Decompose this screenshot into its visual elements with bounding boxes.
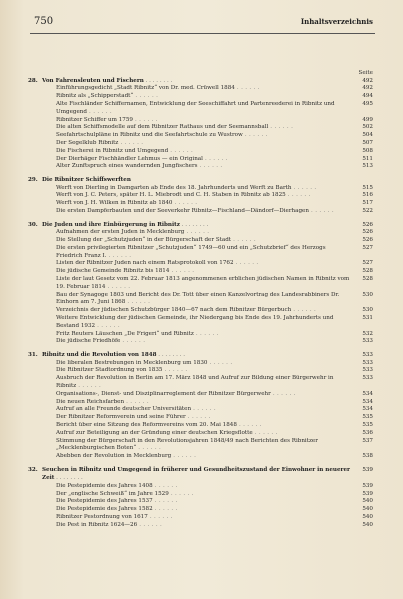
entry-page: 528 xyxy=(362,268,373,275)
toc-entry: Organisations-, Dienst- und Disziplinarreglement der Ribnitzer Bürgerwehr . . . . . . 534 xyxy=(56,390,373,397)
toc-entry: Der Ribnitzer Reformverein und seine Führer . . . . . . 535 xyxy=(56,414,373,421)
entry-title: Listen der Ribnitzer Juden nach einem Ratsprotokoll von 1762 xyxy=(56,260,234,267)
entry-page: 540 xyxy=(362,506,373,513)
toc-entry: Ribnitzer Pestordnung von 1617 . . . . . . 540 xyxy=(56,513,373,520)
toc-entry: Die jüdische Gemeinde Ribnitz bis 1814 . . . . . . 528 xyxy=(56,268,373,275)
entry-page: 537 xyxy=(362,437,373,444)
toc-entry: Aufruf an alle Freunde deutscher Universitäten . . . . . . 534 xyxy=(56,406,373,413)
section-title: Die Ribnitzer Schiffswerften xyxy=(42,177,131,184)
toc-entry: Stimmung der Bürgerschaft in den Revolutionsjahren 1848/49 nach Berichten des Ribnitzer „Mecklenburgischen Boten“ . . . . . . 537 xyxy=(56,437,373,452)
toc-entry: Weitere Entwicklung der jüdischen Gemeinde, ihr Niedergang bis Ende des 19. Jahrhunderts und Bestand 1932 . . . . . . 531 xyxy=(56,314,373,329)
section-entries xyxy=(28,360,373,461)
toc-entry: Die alten Schiffsmodelle auf dem Ribnitzer Rathaus und der Seemannsball . . . . . . 502 xyxy=(56,124,373,131)
entry-title: Der Dierhäger Fischhändler Lehmus — ein Original xyxy=(56,155,203,162)
toc-entry: Alter Zunftspruch eines wandernden Jungfischers . . . . . . 513 xyxy=(56,163,373,170)
entry-title: Die Stellung der „Schutzjuden“ in der Bürgerschaft der Stadt xyxy=(56,236,232,243)
page-number: 750 xyxy=(34,16,54,27)
entry-title: Liste der laut Gesetz vom 22. Februar 1813 angenommenen erblichen jüdischen Namen in Ribnitz vom 19. Februar 1814 xyxy=(56,275,350,290)
section-entries xyxy=(28,85,373,171)
entry-page: 526 xyxy=(362,236,373,243)
entry-title: Werft von J. C. Peters, später H. L. Miebrodt und C. H. Staben in Ribnitz ab 1825 xyxy=(56,192,286,199)
entry-title: Bau der Synagoge 1803 und Bericht des Dr. Tott über einen Kanzelvortrag des Landesrabbiners Dr. Einhorn am 7. Juni 1868 xyxy=(56,291,340,306)
entry-page: 504 xyxy=(362,132,373,139)
entry-title: Die jüdische Gemeinde Ribnitz bis 1814 xyxy=(56,268,170,275)
entry-title: Verzeichnis der jüdischen Schutzbürger 1840—67 nach dem Ribnitzer Bürgerbuch xyxy=(56,307,292,314)
entry-title: Alter Zunftspruch eines wandernden Jungfischers xyxy=(56,163,198,170)
entry-title: Ribnitz als „Schipperstadt“ xyxy=(56,93,134,100)
entry-title: Abebben der Revolution in Mecklenburg xyxy=(56,453,172,460)
entry-title: Organisations-, Dienst- und Disziplinarreglement der Ribnitzer Bürgerwehr xyxy=(56,390,271,397)
seite-label: Seite xyxy=(358,70,373,76)
section-number: 32. xyxy=(28,466,38,473)
toc-entry: Bau der Synagoge 1803 und Bericht des Dr. Tott über einen Kanzelvortrag des Landesrabbiners Dr. Einhorn am 7. Juni 1868 . . . . . . 530 xyxy=(56,291,373,306)
entry-page: 539 xyxy=(362,490,373,497)
entry-title: Die ersten Dampferbauten und der Seeverkehr Ribnitz—Fischland—Dändorf—Dierhagen xyxy=(56,207,309,214)
entry-page: 527 xyxy=(362,260,373,267)
entry-title: Der Segelklub Ribnitz xyxy=(56,139,119,146)
section-entries xyxy=(28,483,373,530)
toc-entry: Die ersten privilegierten Ribnitzer „Schutzjuden“ 1749—60 und ein „Schutzbrief“ des Herzogs Friedrich Franz I. . . . . . . 527 xyxy=(56,244,373,259)
toc-entry: Liste der laut Gesetz vom 22. Februar 1813 angenommenen erblichen jüdischen Namen in Ribnitz vom 19. Februar 1814 . . . . . . 528 xyxy=(56,275,373,290)
section-number: 30. xyxy=(28,221,38,228)
toc-entry: Der Dierhäger Fischhändler Lehmus — ein Original . . . . . . 511 xyxy=(56,155,373,162)
entry-title: Die alten Schiffsmodelle auf dem Ribnitzer Rathaus und der Seemannsball xyxy=(56,124,269,131)
section-heading: 30. Die Juden und ihre Einbürgerung in Ribnitz . . . . . . . . 526 xyxy=(28,221,373,228)
entry-title: Bericht über eine Sitzung des Reformvereins vom 20. Mai 1848 xyxy=(56,421,237,428)
entry-title: Die Pestepidemie des Jahres 1537 xyxy=(56,498,153,505)
toc-entry: Werft von J. H. Wilken in Ribnitz ab 1840 . . . . . . 517 xyxy=(56,200,373,207)
entry-title: Alte Fischländer Schiffernamen, Entwicklung der Seeschiffahrt und Partenreederei in Ribnitz und Umgegend xyxy=(56,101,335,115)
entry-page: 526 xyxy=(362,229,373,236)
entry-page: 539 xyxy=(362,482,373,489)
entry-page: 517 xyxy=(362,200,373,207)
toc-entry: Seefahrtschulpläne in Ribnitz und die Seefahrtschule zu Wustrow . . . . . . 504 xyxy=(56,132,373,139)
toc-entry: Die jüdische Friedhöfe . . . . . . 533 xyxy=(56,338,373,345)
section-number: 29. xyxy=(28,177,38,184)
entry-page: 511 xyxy=(362,155,373,162)
toc-entry: Die liberalen Bestrebungen in Mecklenburg um 1830 . . . . . . 533 xyxy=(56,359,373,366)
section-number: 28. xyxy=(28,78,38,84)
entry-page: 538 xyxy=(362,453,373,460)
entry-title: Der „englische Schweiß“ im Jahre 1529 xyxy=(56,490,169,497)
entry-page: 533 xyxy=(362,375,373,382)
entry-title: Seefahrtschulpläne in Ribnitz und die Seefahrtschule zu Wustrow xyxy=(56,132,243,139)
entry-page: 502 xyxy=(362,124,373,131)
entry-page: 540 xyxy=(362,498,373,505)
toc-entry: Ausbruch der Revolution in Berlin am 17. März 1848 und Aufruf zur Bildung einer Bürgerwehr in Ribnitz . . . . . . 533 xyxy=(56,375,373,389)
section-page: 539 xyxy=(362,466,373,473)
toc-entry: Die Stellung der „Schutzjuden“ in der Bürgerschaft der Stadt . . . . . . 526 xyxy=(56,236,373,243)
toc-entry: Abebben der Revolution in Mecklenburg . . . . . . 538 xyxy=(56,453,373,460)
entry-page: 534 xyxy=(362,406,373,413)
entry-page: 533 xyxy=(362,338,373,345)
entry-page: 499 xyxy=(362,116,373,123)
entry-title: Die Pest in Ribnitz 1624—26 xyxy=(56,521,138,528)
toc-entry: Die ersten Dampferbauten und der Seeverkehr Ribnitz—Fischland—Dändorf—Dierhagen . . . . . . 522 xyxy=(56,207,373,214)
entry-page: 515 xyxy=(362,184,373,191)
entry-page: 522 xyxy=(362,207,373,214)
section-page: 492 xyxy=(362,78,373,84)
section-title: Seuchen in Ribnitz und Umgegend in früherer und Gesundheitszustand der Einwohner in neuerer Zeit xyxy=(42,466,351,482)
toc-entry: Aufruf zur Beteiligung an der Gründung einer deutschen Kriegsflotte . . . . . . 536 xyxy=(56,429,373,436)
entry-page: 533 xyxy=(362,367,373,374)
entry-title: Die Fischerei in Ribnitz und Umgegend xyxy=(56,147,169,154)
section-title: Von Fahrensleuten und Fischern xyxy=(42,78,144,84)
entry-title: Einführungsgedicht „Stadt Ribnitz“ von Dr. med. Crüwell 1884 xyxy=(56,85,235,92)
entry-title: Aufruf zur Beteiligung an der Gründung einer deutschen Kriegsflotte xyxy=(56,429,253,436)
entry-title: Aufnahmen der ersten Juden in Mecklenburg xyxy=(56,229,185,236)
running-header xyxy=(34,16,373,28)
entry-page: 532 xyxy=(362,330,373,337)
entry-title: Die Pestepidemie des Jahres 1582 xyxy=(56,506,153,513)
entry-title: Ausbruch der Revolution in Berlin am 17. März 1848 und Aufruf zur Bildung einer Bürgerwehr in Ribnitz xyxy=(56,375,334,389)
entry-page: 540 xyxy=(362,521,373,528)
entry-title: Der Ribnitzer Reformverein und seine Führer xyxy=(56,414,186,421)
entry-title: Die neuen Reichsfarben xyxy=(56,398,125,405)
section-page: 526 xyxy=(362,221,373,228)
section-heading xyxy=(28,176,373,184)
section-entries xyxy=(28,185,373,216)
entry-title: Aufruf an alle Freunde deutscher Universitäten xyxy=(56,406,192,413)
entry-title: Die Pestepidemie des Jahres 1408 xyxy=(56,482,153,489)
section-heading: 28. Von Fahrensleuten und Fischern . . . . . . . . 492 xyxy=(28,78,373,84)
toc-entry: Die Fischerei in Ribnitz und Umgegend . . . . . . 508 xyxy=(56,147,373,154)
toc-entry: Werft von J. C. Peters, später H. L. Miebrodt und C. H. Staben in Ribnitz ab 1825 . . . . . . 516 xyxy=(56,192,373,199)
toc-entry: Die Pestepidemie des Jahres 1582 . . . . . . 540 xyxy=(56,506,373,513)
entry-title: Werft von Dierling in Damgarten ab Ende des 18. Jahrhunderts und Werft zu Barth xyxy=(56,184,292,191)
entry-page: 535 xyxy=(362,421,373,428)
entry-page: 531 xyxy=(362,314,373,321)
entry-title: Ribnitzer Schiffer um 1759 xyxy=(56,116,133,123)
entry-page: 507 xyxy=(362,139,373,146)
section-number: 31. xyxy=(28,352,38,359)
entry-page: 494 xyxy=(362,93,373,100)
toc-entry: Bericht über eine Sitzung des Reformvereins vom 20. Mai 1848 . . . . . . 535 xyxy=(56,421,373,428)
entry-title: Die ersten privilegierten Ribnitzer „Schutzjuden“ 1749—60 und ein „Schutzbrief“ des Herzogs Friedrich Franz I. xyxy=(56,244,326,259)
entry-page: 533 xyxy=(362,359,373,366)
toc-entry: Aufnahmen der ersten Juden in Mecklenburg . . . . . . 526 xyxy=(56,229,373,236)
entry-page: 535 xyxy=(362,414,373,421)
toc-entry: Der „englische Schweiß“ im Jahre 1529 . . . . . . 539 xyxy=(56,490,373,497)
entry-page: 495 xyxy=(362,101,373,107)
toc-entry: Ribnitzer Schiffer um 1759 . . . . . . 499 xyxy=(56,116,373,123)
toc-entry: Die Pestepidemie des Jahres 1537 . . . . . . 540 xyxy=(56,498,373,505)
entry-page: 492 xyxy=(362,85,373,92)
toc-entry: Die neuen Reichsfarben . . . . . . 534 xyxy=(56,398,373,405)
toc-entry: Die Pest in Ribnitz 1624—26 . . . . . . 540 xyxy=(56,521,373,528)
toc-entry: Listen der Ribnitzer Juden nach einem Ratsprotokoll von 1762 . . . . . . 527 xyxy=(56,260,373,267)
entry-page: 530 xyxy=(362,291,373,298)
running-title: Inhaltsverzeichnis xyxy=(300,17,373,26)
section-heading: 32. Seuchen in Ribnitz und Umgegend in früherer und Gesundheitszustand der Einwohner in neuerer Zeit . . . . . . . . 539 xyxy=(28,466,373,482)
entry-title: Stimmung der Bürgerschaft in den Revolutionsjahren 1848/49 nach Berichten des Ribnitzer „Mecklenburgischen Boten“ xyxy=(56,437,318,452)
toc-entry: Werft von Dierling in Damgarten ab Ende des 18. Jahrhunderts und Werft zu Barth . . . . . . 515 xyxy=(56,184,373,191)
toc-entry: Die Pestepidemie des Jahres 1408 . . . . . . 539 xyxy=(56,482,373,489)
entry-page: 528 xyxy=(362,275,373,282)
section-title: Ribnitz und die Revolution von 1848 xyxy=(42,352,157,359)
section-title: Die Juden und ihre Einbürgerung in Ribnitz xyxy=(42,221,180,228)
entry-page: 527 xyxy=(362,244,373,251)
section-entries xyxy=(28,229,373,346)
entry-page: 508 xyxy=(362,147,373,154)
toc-entry: Alte Fischländer Schiffernamen, Entwicklung der Seeschiffahrt und Partenreederei in Ribnitz und Umgegend . . . . . . 495 xyxy=(56,101,373,115)
entry-page: 513 xyxy=(362,163,373,170)
toc-entry: Verzeichnis der jüdischen Schutzbürger 1840—67 nach dem Ribnitzer Bürgerbuch . . . . . . 530 xyxy=(56,307,373,314)
entry-title: Die Ribnitzer Stadtordnung von 1835 xyxy=(56,367,163,374)
entry-page: 534 xyxy=(362,398,373,405)
toc-entry: Fritz Reuters Läuschen „De Frigeri“ und Ribnitz . . . . . . 532 xyxy=(56,330,373,337)
header-rule xyxy=(30,33,375,34)
entry-page: 536 xyxy=(362,429,373,436)
toc-entry: Die Ribnitzer Stadtordnung von 1835 . . . . . . 533 xyxy=(56,367,373,374)
toc-entry: Einführungsgedicht „Stadt Ribnitz“ von Dr. med. Crüwell 1884 . . . . . . 492 xyxy=(56,85,373,92)
entry-page: 530 xyxy=(362,307,373,314)
toc-entry: Ribnitz als „Schipperstadt“ . . . . . . 494 xyxy=(56,93,373,100)
entry-page: 534 xyxy=(362,390,373,397)
entry-title: Werft von J. H. Wilken in Ribnitz ab 1840 xyxy=(56,200,173,207)
table-of-contents xyxy=(28,77,373,534)
entry-page: 540 xyxy=(362,513,373,520)
section-page: 533 xyxy=(362,352,373,359)
entry-title: Die jüdische Friedhöfe xyxy=(56,338,121,345)
entry-title: Ribnitzer Pestordnung von 1617 xyxy=(56,513,148,520)
entry-page: 516 xyxy=(362,192,373,199)
section-heading: 31. Ribnitz und die Revolution von 1848 . . . . . . . . 533 xyxy=(28,352,373,359)
entry-title: Weitere Entwicklung der jüdischen Gemeinde, ihr Niedergang bis Ende des 19. Jahrhunderts und Bestand 1932 xyxy=(56,314,334,329)
toc-entry: Der Segelklub Ribnitz . . . . . . 507 xyxy=(56,139,373,146)
entry-title: Die liberalen Bestrebungen in Mecklenburg um 1830 xyxy=(56,359,208,366)
entry-title: Fritz Reuters Läuschen „De Frigeri“ und Ribnitz xyxy=(56,330,194,337)
